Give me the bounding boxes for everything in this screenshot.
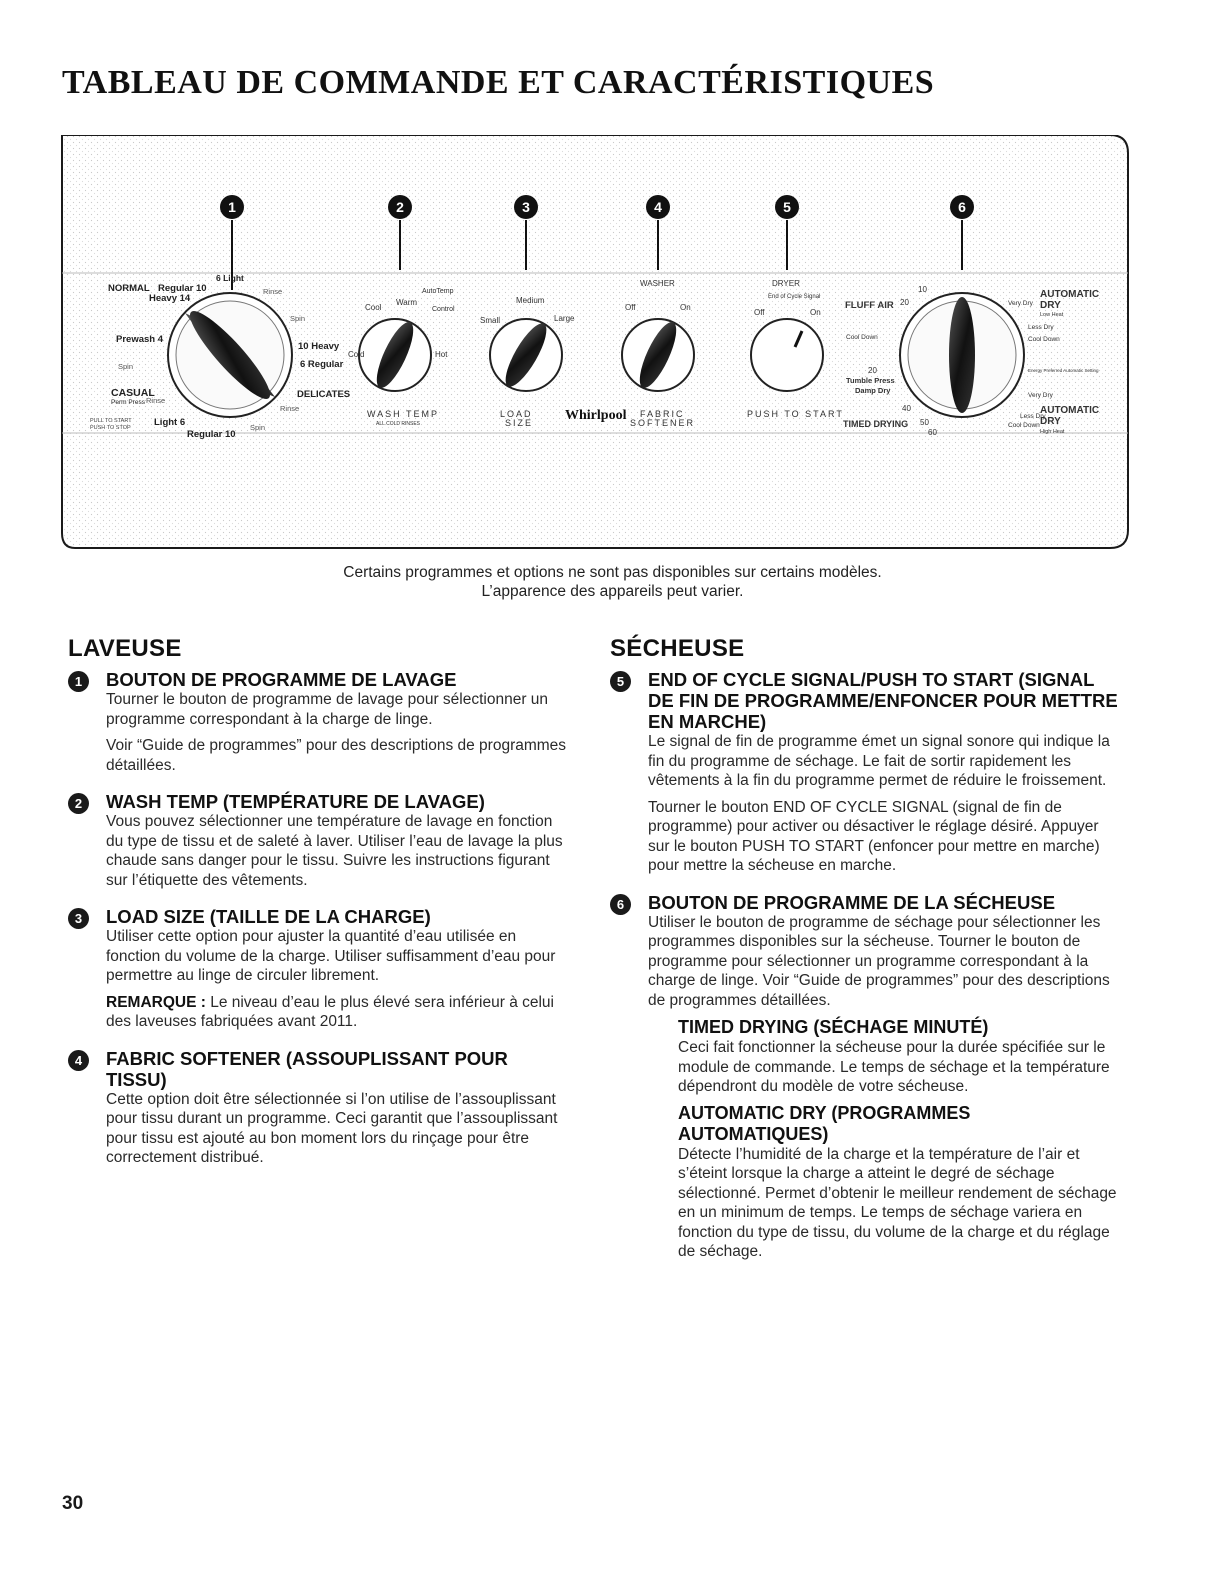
svg-text:Perm Press: Perm Press bbox=[111, 399, 145, 406]
svg-text:Damp Dry: Damp Dry bbox=[855, 386, 891, 395]
svg-text:10: 10 bbox=[918, 285, 927, 294]
svg-text:AutoTemp: AutoTemp bbox=[422, 288, 454, 295]
caption-line-1: Certains programmes et options ne sont pas disponibles sur certains modèles. bbox=[343, 564, 882, 581]
svg-text:PULL TO START: PULL TO START bbox=[90, 418, 132, 424]
dryer-heading: SÉCHEUSE bbox=[610, 635, 745, 662]
svg-text:High Heat: High Heat bbox=[1040, 429, 1065, 435]
automatic-dry-subsection bbox=[678, 1103, 1120, 1262]
svg-text:Energy Preferred Automatic Set: Energy Preferred Automatic Setting bbox=[1028, 368, 1099, 373]
svg-text:Control: Control bbox=[432, 306, 455, 313]
note-label: REMARQUE : bbox=[106, 993, 206, 1011]
number-badge-1: 1 bbox=[68, 671, 89, 692]
svg-text:ALL COLD RINSES: ALL COLD RINSES bbox=[376, 421, 420, 427]
svg-text:20: 20 bbox=[900, 298, 909, 307]
section-title: END OF CYCLE SIGNAL/PUSH TO START (SIGNAL DE FIN DE PROGRAMME/ENFONCER POUR METTRE EN MARCHE) bbox=[648, 669, 1118, 732]
svg-text:Low Heat: Low Heat bbox=[1040, 312, 1064, 318]
subsection-title: AUTOMATIC DRY (PROGRAMMES AUTOMATIQUES) bbox=[678, 1102, 971, 1144]
number-badge-5: 5 bbox=[610, 671, 631, 692]
number-badge-3: 3 bbox=[68, 908, 89, 929]
svg-text:Regular 10: Regular 10 bbox=[187, 429, 236, 440]
section-title: BOUTON DE PROGRAMME DE LAVAGE bbox=[106, 669, 457, 690]
section-text: Tourner le bouton de programme de lavage pour sélectionner un programme correspondant à la charge de linge. bbox=[106, 691, 549, 728]
washer-heading: LAVEUSE bbox=[68, 635, 182, 662]
svg-text:WASH TEMP: WASH TEMP bbox=[367, 409, 440, 419]
svg-text:Off: Off bbox=[754, 308, 765, 317]
svg-text:DRY: DRY bbox=[1040, 416, 1061, 427]
svg-text:AUTOMATIC: AUTOMATIC bbox=[1040, 405, 1100, 416]
svg-text:Small: Small bbox=[480, 316, 501, 325]
svg-text:AUTOMATIC: AUTOMATIC bbox=[1040, 289, 1100, 300]
svg-text:PUSH TO STOP: PUSH TO STOP bbox=[90, 425, 131, 431]
dryer-section-6 bbox=[610, 892, 1120, 1262]
dryer-cycle-knob[interactable] bbox=[900, 293, 1024, 417]
svg-text:On: On bbox=[680, 303, 691, 312]
svg-text:CASUAL: CASUAL bbox=[111, 387, 155, 399]
svg-text:Heavy 14: Heavy 14 bbox=[149, 293, 191, 304]
svg-text:50: 50 bbox=[920, 418, 929, 427]
fabric-softener-knob[interactable] bbox=[622, 318, 694, 393]
svg-text:Warm: Warm bbox=[396, 298, 418, 307]
svg-text:Less Dry: Less Dry bbox=[1028, 324, 1054, 331]
svg-text:Hot: Hot bbox=[435, 350, 448, 359]
svg-text:40: 40 bbox=[902, 404, 911, 413]
svg-text:Spin: Spin bbox=[290, 314, 306, 323]
svg-text:Spin: Spin bbox=[118, 362, 134, 371]
svg-text:Large: Large bbox=[554, 314, 575, 323]
svg-text:Prewash 4: Prewash 4 bbox=[116, 334, 163, 345]
svg-text:Tumble Press: Tumble Press bbox=[846, 376, 895, 385]
number-badge-6: 6 bbox=[610, 894, 631, 915]
svg-text:6 Light: 6 Light bbox=[216, 273, 244, 283]
section-text: Tourner le bouton END OF CYCLE SIGNAL (signal de fin de programme) pour activer ou désactiver le réglage désiré. Appuyer sur le bouton PUSH TO START (enfoncer pour mettre en marche) pour mettre la sécheuse en marche. bbox=[648, 798, 1100, 874]
section-title: FABRIC SOFTENER (ASSOUPLISSANT POUR TISSU) bbox=[106, 1047, 508, 1090]
wash-temp-knob[interactable] bbox=[359, 318, 431, 393]
washer-section-3 bbox=[68, 906, 573, 1032]
section-text: Voir “Guide de programmes” pour des descriptions de programmes détaillées. bbox=[106, 737, 567, 774]
svg-text:5: 5 bbox=[783, 199, 791, 215]
svg-text:DELICATES: DELICATES bbox=[297, 389, 351, 400]
svg-text:Cold: Cold bbox=[348, 350, 365, 359]
load-size-knob[interactable] bbox=[490, 318, 562, 391]
svg-text:LOAD: LOAD bbox=[500, 409, 533, 419]
subsection-text: Détecte l’humidité de la charge et la température de l’air et s’éteint lorsque la charge a atteint le degré de séchage sélectionné. Permet d’obtenir le meilleur rendement de séchage en un minimum de temps. Le temps de séchage variera en fonction du type de tissu, du volume de la charge et du réglage de séchage. bbox=[678, 1145, 1117, 1260]
section-title: BOUTON DE PROGRAMME DE LA SÉCHEUSE bbox=[648, 891, 1056, 913]
svg-text:Off: Off bbox=[625, 303, 636, 312]
dryer-column bbox=[610, 635, 1120, 1268]
svg-text:4: 4 bbox=[654, 199, 662, 215]
svg-text:3: 3 bbox=[522, 199, 530, 215]
svg-text:DRYER: DRYER bbox=[772, 279, 800, 288]
svg-text:Medium: Medium bbox=[516, 296, 545, 305]
page-number: 30 bbox=[62, 1493, 84, 1514]
svg-text:On: On bbox=[810, 308, 821, 317]
dryer-section-5 bbox=[610, 669, 1120, 876]
svg-text:SIZE: SIZE bbox=[505, 418, 534, 428]
svg-text:1: 1 bbox=[228, 199, 236, 215]
panel-caption bbox=[0, 563, 1225, 601]
svg-text:PUSH TO START: PUSH TO START bbox=[747, 409, 844, 419]
svg-text:6: 6 bbox=[958, 199, 966, 215]
section-text: Cette option doit être sélectionnée si l’on utilise de l’assouplissant pour tissu durant un programme. Ceci garantit que l’assouplissant pour tissu est ajouté au bon moment lors du rinçage pour être correctement distribué. bbox=[106, 1090, 558, 1166]
svg-text:Cool Down: Cool Down bbox=[846, 334, 878, 341]
svg-text:Cool Down: Cool Down bbox=[1028, 336, 1060, 343]
svg-text:NORMAL: NORMAL bbox=[108, 283, 150, 294]
svg-text:Light 6: Light 6 bbox=[154, 417, 186, 428]
svg-text:Very Dry: Very Dry bbox=[1008, 300, 1033, 307]
section-text: Le signal de fin de programme émet un signal sonore qui indique la fin du programme de séchage. Le fait de sortir rapidement les vêtements à la fin du programme permet de réduire le froissement. bbox=[648, 733, 1110, 789]
section-text: Utiliser cette option pour ajuster la quantité d’eau utilisée en fonction du volume de la charge. Utiliser suffisamment d’eau pour permettre au linge de circuler librement. bbox=[106, 928, 556, 984]
section-title: LOAD SIZE (TAILLE DE LA CHARGE) bbox=[106, 906, 431, 927]
control-panel-illustration bbox=[60, 135, 1130, 550]
page-title: TABLEAU DE COMMANDE ET CARACTÉRISTIQUES bbox=[62, 64, 935, 101]
washer-section-1 bbox=[68, 669, 573, 775]
note-body: Le niveau d’eau le plus élevé sera inférieur à celui des laveuses fabriquées avant 2011. bbox=[106, 993, 554, 1030]
svg-text:Rinse: Rinse bbox=[263, 287, 283, 296]
svg-text:Cool Down: Cool Down bbox=[1008, 422, 1040, 429]
wash-cycle-knob[interactable] bbox=[168, 293, 292, 417]
caption-line-2: L’apparence des appareils peut varier. bbox=[481, 583, 744, 600]
washer-section-4 bbox=[68, 1048, 573, 1168]
svg-text:DRY: DRY bbox=[1040, 300, 1061, 311]
timed-drying-subsection bbox=[678, 1017, 1120, 1097]
section-text: Utiliser le bouton de programme de séchage pour sélectionner les programmes disponibles sur la sécheuse. Tourner le bouton de programme pour sélectionner un programme correspondant à la charge de linge. Voir “Guide de programmes” pour des descriptions de programmes détaillées. bbox=[648, 913, 1110, 1009]
number-badge-2: 2 bbox=[68, 793, 89, 814]
svg-text:Less Dry: Less Dry bbox=[1020, 413, 1046, 420]
svg-text:FLUFF AIR: FLUFF AIR bbox=[845, 300, 894, 311]
svg-text:Rinse: Rinse bbox=[280, 404, 300, 413]
svg-text:Cool: Cool bbox=[365, 303, 382, 312]
svg-text:Spin: Spin bbox=[250, 423, 266, 432]
svg-text:6 Regular: 6 Regular bbox=[300, 359, 344, 370]
svg-text:10 Heavy: 10 Heavy bbox=[298, 341, 340, 352]
svg-text:2: 2 bbox=[396, 199, 404, 215]
subsection-text: Ceci fait fonctionner la sécheuse pour la durée spécifiée sur le module de commande. Le temps de séchage et la température dépendront du modèle de votre sécheuse. bbox=[678, 1039, 1110, 1095]
number-badge-4: 4 bbox=[68, 1050, 89, 1071]
svg-text:SOFTENER: SOFTENER bbox=[630, 418, 696, 428]
svg-text:Very Dry: Very Dry bbox=[1028, 392, 1053, 399]
svg-text:End of Cycle Signal: End of Cycle Signal bbox=[768, 294, 821, 300]
svg-text:Regular 10: Regular 10 bbox=[158, 283, 207, 294]
subsection-title: TIMED DRYING (SÉCHAGE MINUTÉ) bbox=[678, 1017, 989, 1037]
svg-text:20: 20 bbox=[868, 366, 877, 375]
svg-text:WASHER: WASHER bbox=[640, 279, 675, 288]
note-text bbox=[106, 993, 573, 1032]
brand-logo: Whirlpool bbox=[565, 408, 627, 423]
svg-text:60: 60 bbox=[928, 428, 937, 437]
svg-text:Rinse: Rinse bbox=[146, 396, 166, 405]
push-to-start-knob[interactable] bbox=[751, 319, 823, 391]
section-text: Vous pouvez sélectionner une température de lavage en fonction du type de tissu et de saleté à laver. Utiliser l’eau de lavage la plus chaude sans danger pour le tissu. Suivre les instructions figurant sur l’étiquette des vêtements. bbox=[106, 813, 563, 889]
svg-text:FABRIC: FABRIC bbox=[640, 409, 685, 419]
washer-column bbox=[68, 635, 573, 1175]
svg-text:TIMED DRYING: TIMED DRYING bbox=[843, 419, 909, 429]
section-title: WASH TEMP (TEMPÉRATURE DE LAVAGE) bbox=[106, 791, 485, 812]
washer-section-2 bbox=[68, 791, 573, 890]
